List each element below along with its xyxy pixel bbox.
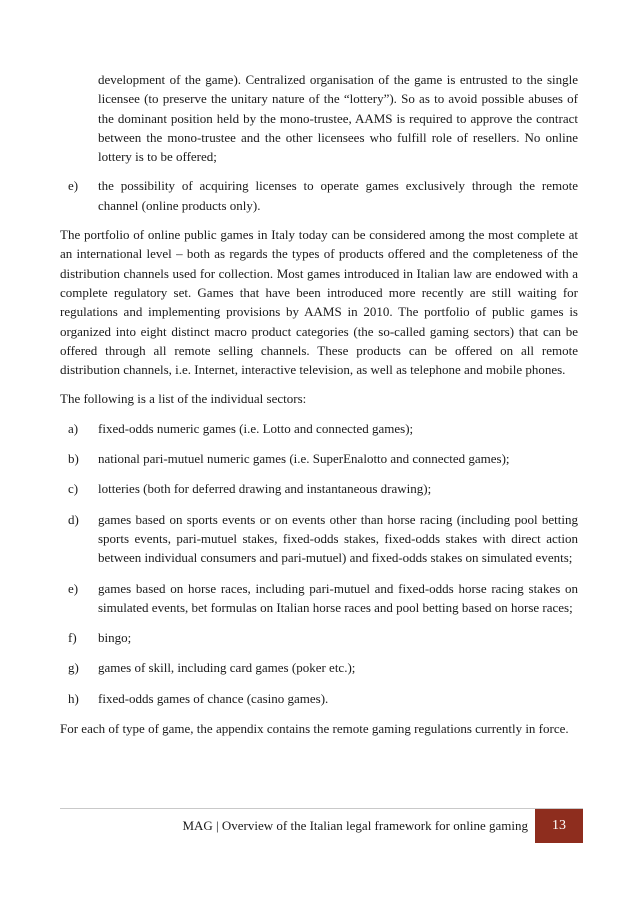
sector-item-b <box>60 449 578 468</box>
list-item-text: bingo; <box>98 630 132 646</box>
list-item-text: games of skill, including card games (poker etc.); <box>98 660 356 676</box>
list-marker: g) <box>68 660 79 676</box>
list-marker: a) <box>68 420 79 436</box>
page-number-badge <box>535 809 583 843</box>
list-marker: f) <box>68 630 77 646</box>
list-item-text: fixed-odds games of chance (casino games). <box>98 690 329 706</box>
list-marker: e) <box>68 178 79 194</box>
sector-item-c <box>60 479 578 498</box>
paragraph-portfolio: The portfolio of online public games in Italy today can be considered among the most complete at an international level – both as regards the types of products offered and the completeness of the distribution channels used for collection. Most games introduced in Italian law are endowed with a complete regulatory set. Games that have been introduced more recently are still waiting for regulations and implementing provisions by AAMS in 2010. The portfolio of public games is organized into eight distinct macro product categories (the so-called gaming sectors) that can be offered through all remote selling channels. These products can be offered on all remote distribution channels, i.e. Internet, interactive television, as well as telephone and mobile phones. <box>60 227 578 378</box>
list-marker: c) <box>68 481 79 497</box>
sector-item-f <box>60 628 578 647</box>
list-item-text: games based on horse races, including pari-mutuel and fixed-odds horse racing stakes on simulated events, bet formulas on Italian horse races and pool betting based on horse races; <box>98 580 578 615</box>
list-marker: h) <box>68 690 79 706</box>
closing-paragraph: For each of type of game, the appendix contains the remote gaming regulations currently in force. <box>60 721 569 737</box>
list-marker: e) <box>68 580 79 596</box>
footer-title: MAG | Overview of the Italian legal framework for online gaming <box>182 818 528 833</box>
list-intro: The following is a list of the individual sectors: <box>60 391 307 407</box>
sector-item-a <box>60 419 578 438</box>
sector-item-d <box>60 510 578 568</box>
sector-item-g <box>60 658 578 677</box>
list-item-text: lotteries (both for deferred drawing and instantaneous drawing); <box>98 481 432 497</box>
list-item-text: national pari-mutuel numeric games (i.e. SuperEnalotto and connected games); <box>98 451 510 467</box>
sector-item-e <box>60 579 578 618</box>
sector-list <box>60 419 578 708</box>
list-item-text: fixed-odds numeric games (i.e. Lotto and connected games); <box>98 420 414 436</box>
list-item-e <box>60 176 578 215</box>
page-body <box>60 70 578 748</box>
list-item-text: games based on sports events or on events other than horse racing (including pool betting sports events, pari-mutuel stakes, fixed-odds stakes, fixed-odds stakes with direct action between individual consumers and pari-mutuel) and fixed-odds stakes on simulated events; <box>98 511 578 566</box>
page-footer <box>60 809 583 843</box>
sector-item-h <box>60 689 578 708</box>
list-marker: d) <box>68 511 79 527</box>
page-number: 13 <box>552 818 566 833</box>
list-item-continuation: development of the game). Centralized organisation of the game is entrusted to the single licensee (to preserve the unitary nature of the “lottery”). So as to avoid possible abuses of the dominant position held by the mono-trustee, AAMS is required to approve the contract between the mono-trustee and the other licensees who fulfill role of resellers. No online lottery is to be offered; <box>98 72 578 165</box>
list-marker: b) <box>68 451 79 467</box>
list-item-text: the possibility of acquiring licenses to operate games exclusively through the remote channel (online products only). <box>98 178 578 213</box>
